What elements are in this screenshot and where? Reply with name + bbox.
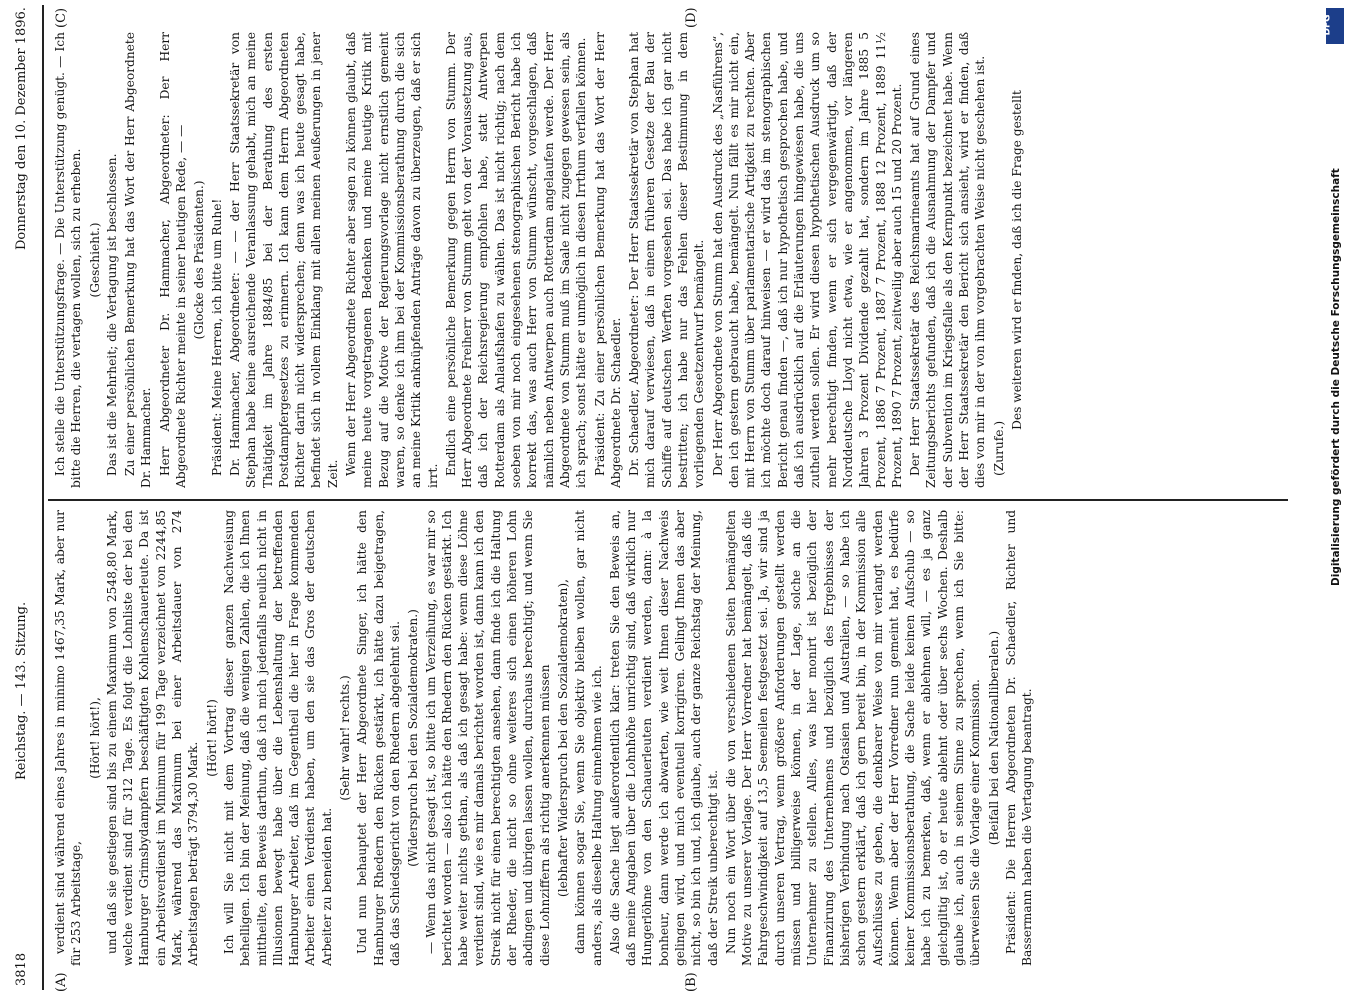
paragraph: (lebhafter Widerspruch bei den Sozialdemokraten), <box>555 578 570 898</box>
dfg-logo: DFG <box>1326 8 1344 44</box>
paragraph: Also die Sache liegt außerordentlich klar: treten Sie den Beweis an, daß meine Angaben über die Lohnhöhe unrichtig sind, daß wirklich nur Hungerlöhne von den Schauerleuten verdient werden, dann: à la bonheur, dann werde ich abwarten, wie weit Ihnen dieser Nachweis gelingen wird, und mich eventuell korrigiren. Gelingt Ihnen das aber nicht, so bin ich und, ich glaube, auch der ganze Reichstag der Meinung, daß der Streik unberechtigt ist. <box>607 510 720 966</box>
paragraph: dann können sogar Sie, wenn Sie objektiv bleiben wollen, gar nicht anders, als dieselbe Haltung einnehmen wie ich. <box>573 510 604 966</box>
page-header <box>8 5 36 990</box>
paragraph: Präsident: Die Herren Abgeordneten Dr. Schaedler, Richter und Bassermann haben die Vertagung beantragt. <box>1003 510 1035 966</box>
margin-mark-b: (B) <box>684 972 699 992</box>
paragraph: und daß sie gestiegen sind bis zu einem Maximum von 2548,80 Mark, welche verdient sind für 312 Tage. Es folgt die Lohnliste der bei den Hamburger Grimsbydampfern beschäftigten Kohlenschauerleute. Da ist ein Arbeitsverdienst im Minimum für 199 Tage verzeichnet von 2244,85 Mark, während das Maximum bei einer Arbeitsdauer von 274 Arbeitstagen beträgt 3794,30 Mark. <box>104 510 201 966</box>
text-column-left <box>52 510 1038 966</box>
paragraph: (Sehr wahr! rechts.) <box>338 675 353 801</box>
paragraph: Wenn der Herr Abgeordnete Richter aber sagen zu können glaubt, daß meine heute vorgetragenen Bedenken und meine heutige Kritik mit Bezug auf die Motive der Regierungsvorlage nicht ernstlich gemeint waren, so denke ich ihm bei der Kommissionsberathung durch die sich an meine Kritik anknüpfenden Anträge davon zu überzeugen, daß er sich irrt. <box>344 32 440 488</box>
column-rule <box>48 499 1288 501</box>
paragraph: Der Herr Abgeordnete von Stumm hat den Ausdruck des „Nasführens“, den ich gestern gebraucht habe, bemängelt. Nun fällt es mir nicht ein, mit Herrn von Stumm über parlamentarische Artigkeit zu rechten. Aber ich möchte doch darauf hinweisen — er wird das im stenographischen Bericht genau finden —, daß ich nur hypothetisch gesprochen habe, und daß ich ausdrücklich auf die Erläuterungen hingewiesen habe, die uns zutheil werden sollen. Er wird diesen hypothetischen Ausdruck um so mehr berechtigt finden, wenn er sich vergegenwärtigt, daß der Norddeutsche Lloyd nicht etwa, wie er angenommen, vor längeren Jahren 3 Prozent Dividende gezahlt hat, sondern im Jahre 1885 5 Prozent, 1886 7 Prozent, 1887 7 Prozent, 1888 12 Prozent, 1889 11½ Prozent, 1890 7 Prozent, zeitweilig aber auch 15 und 20 Prozent. <box>710 32 904 488</box>
paragraph: Und nun behauptet der Herr Abgeordnete Singer, ich hätte den Hamburger Rhedern den Rücken gestärkt, ich hätte dazu beigetragen, daß das Schiedsgericht von den Rhedern abgelehnt sei. <box>355 510 402 966</box>
paragraph: Des weiteren wird er finden, daß ich die Frage gestellt <box>1009 90 1024 430</box>
dfg-credit-strip <box>1318 0 1352 1000</box>
page-number: 3818 <box>14 952 29 986</box>
paragraph: Ich stelle die Unterstützungsfrage. — Die Unterstützung genügt. — Ich bitte die Herren, die vertagen wollen, sich zu erheben. <box>53 32 84 488</box>
paragraph: Präsident: Zu einer persönlichen Bemerkung hat das Wort der Herr Abgeordnete Dr. Schaedler. <box>592 32 623 488</box>
paragraph: Dr. Hammacher, Abgeordneter: — — der Herr Staatssekretär von Stephan habe keine ausreichende Veranlassung gehabt, mich an meine Thätigkeit im Jahre 1884/85 bei der Berathung des ersten Postdampfergesetzes zu erinnern. Ich kann dem Herrn Abgeordneten Richter darin nicht widersprechen; denn was ich heute gesagt habe, befindet sich in vollem Einklang mit allen meinen Aeußerungen in jener Zeit. <box>227 32 340 488</box>
margin-mark-d: (D) <box>684 7 699 28</box>
paragraph: Präsident: Meine Herren, ich bitte um Ruhe! <box>209 198 224 476</box>
paragraph: (Hört! hört!) <box>204 699 219 777</box>
header-left-title: Reichstag. — 143. Sitzung. <box>14 601 29 780</box>
paragraph: Der Herr Staatssekretär des Reichsmarineamts hat auf Grund eines Zeitungsberichts gefunden, daß ich die Ausnahmung der Dampfer und der Subvention im Kriegsfalle als den Kernpunkt bezeichnet habe. Wenn der Herr Staatssekretär den Bericht sich ansieht, wird er finden, daß dies von mir in der von ihm vorgebrachten Weise nicht geschehen ist. <box>908 32 988 488</box>
paragraph: (Glocke des Präsidenten.) <box>192 180 207 340</box>
text-column-right <box>52 32 1026 488</box>
paragraph: (Zurufe.) <box>991 420 1006 476</box>
paragraph: (Geschieht.) <box>87 222 102 298</box>
margin-mark-c: (C) <box>54 7 69 28</box>
paragraph: (Beifall bei den Nationalliberalen.) <box>986 630 1001 846</box>
rotated-page-content <box>8 5 1298 990</box>
paragraph: Endlich eine persönliche Bemerkung gegen Herrn von Stumm. Der Herr Abgeordnete Freiherr von Stumm geht von der Voraussetzung aus, daß ich der Reichsregierung empfohlen habe, statt Antwerpen Rotterdam als Anlaufshafen zu wählen. Das ist nicht richtig; nach dem soeben von mir noch eingesehenen stenographischen Bericht habe ich korrekt das, was auch Herr von Stumm wünscht, vorgeschlagen, daß nämlich neben Antwerpen auch Rotterdam angelaufen werde. Der Herr Abgeordnete von Stumm muß im Saale nicht zugegen gewesen sein, als ich sprach; sonst hätte er unmöglich in diesen Irrthum verfallen können. <box>443 32 589 488</box>
dfg-credit-text: Digitalisierung gefördert durch die Deutsche Forschungsgemeinschaft <box>1330 168 1342 586</box>
paragraph: Dr. Schaedler, Abgeordneter: Der Herr Staatssekretär von Stephan hat mich darauf verwiesen, daß in einem früheren Gesetze der Bau der Schiffe auf deutschen Werften vorgesehen sei. Das habe ich gar nicht bestritten; ich habe nur das Fehlen dieser Bestimmung in dem vorliegenden Gesetzentwurf bemängelt. <box>627 32 707 488</box>
paragraph: Nun noch ein Wort über die von verschiedenen Seiten bemängelten Motive zu unserer Vorlage. Der Herr Vorredner hat bemängelt, daß die Fahrgeschwindigkeit auf 13,5 Seemeilen festgesetzt sei. Ja, wir sind ja durch unseren Vertrag, wenn größere Anforderungen gestellt werden müssen und billigerweise können, in der Lage, solche an die Unternehmer zu stellen. Alles, was hier monirt ist bezüglich der Finanzirung des Unternehmens und bezüglich des Ergebnisses der bisherigen Verbindung nach Ostasien und Australien, — so habe ich schon gestern erklärt, daß ich gern bereit bin, in der Kommission alle Aufschlüsse zu geben, die denkbarer Weise von mir verlangt werden können. Wenn aber der Herr Vorredner nun gemeint hat, es bedürfe keiner Kommissionsberathung, die Sache leide keinen Aufschub — so habe ich zu bemerken, daß, wenn er ablehnen will, — es ja ganz gleichgiltig ist, ob er heute ablehnt oder über sechs Wochen. Deshalb glaube ich, auch in seinem Sinne zu sprechen, wenn ich Sie bitte: überweisen Sie die Vorlage einer Kommission. <box>723 510 983 966</box>
header-rule <box>42 5 44 990</box>
paragraph: — Wenn das nicht gesagt ist, so bitte ich um Verzeihung, es war mir so berichtet worden — also ich hätte den Rhedern den Rücken gestärkt. Ich habe weiter nichts gethan, als daß ich gesagt habe: wenn diese Löhne verdient sind, wie es mir damals berichtet worden ist, dann kann ich den Streik nicht für einen berechtigten ansehen, dann finde ich die Haltung der Rheder, die nicht so ohne weiteres sich einen höheren Lohn abdingen und übrigen lassen wollen, durchaus berechtigt; und wenn Sie diese Lohnziffern als richtig anerkennen müssen <box>423 510 552 966</box>
paragraph: Zu einer persönlichen Bemerkung hat das Wort der Herr Abgeordnete Dr. Hammacher. <box>123 32 154 488</box>
margin-mark-a: (A) <box>54 972 69 992</box>
header-right-title: Donnerstag den 10. Dezember 1896. <box>14 7 29 250</box>
paragraph: Das ist die Mehrheit; die Vertagung ist beschlossen. <box>104 153 119 476</box>
paragraph: Ich will Sie nicht mit dem Vortrag dieser ganzen Nachweisung behelligen. Ich bin der Meinung, daß die wenigen Zahlen, die ich Ihnen mittheilte, den Beweis darthun, daß ich mich jedenfalls neulich nicht in Illusionen bewegt habe über die Lebenshaltung der betreffenden Hamburger Arbeiter, daß im Gegentheil die hier in Frage kommenden Arbeiter einen Verdienst haben, um den sie das Gros der deutschen Arbeiter zu beneiden hat. <box>221 510 334 966</box>
paragraph: (Hört! hört!), <box>87 697 102 779</box>
paragraph: Herr Abgeordneter Dr. Hammacher, Abgeordneter: Der Herr Abgeordnete Richter meinte in seiner heutigen Rede, — — <box>157 32 189 488</box>
paragraph: (Widerspruch bei den Sozialdemokraten.) <box>406 609 421 867</box>
paragraph: verdient sind während eines Jahres in minimo 1467,35 Mark, aber nur für 253 Arbeitstage, <box>53 510 84 966</box>
